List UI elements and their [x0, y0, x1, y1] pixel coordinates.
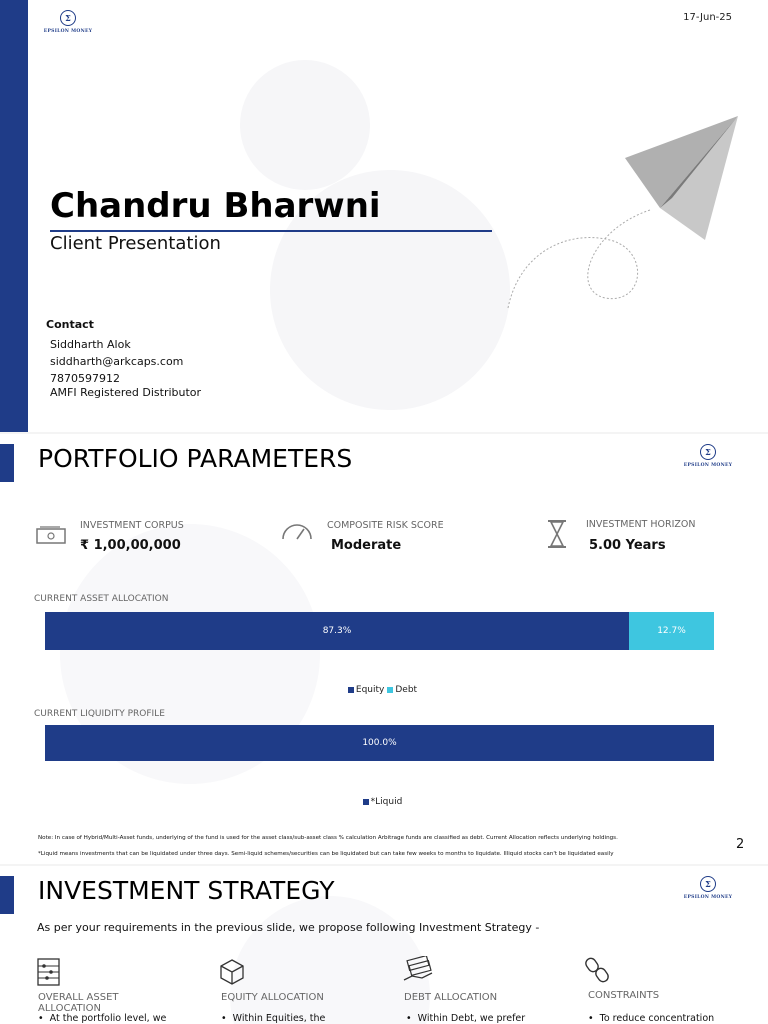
- contact-name: Siddharth Alok: [50, 338, 131, 351]
- metric-value-horizon: 5.00 Years: [589, 538, 666, 553]
- legend-entry: [348, 685, 384, 695]
- watermark-circle: [230, 896, 430, 1024]
- investment-strategy-slide: [0, 866, 768, 1024]
- strategy-title-constraints: CONSTRAINTS: [588, 990, 660, 1001]
- strategy-bullet-asset-allocation: • At the portfolio level, we: [38, 1013, 167, 1024]
- money-hand-icon: [402, 956, 434, 984]
- cash-icon: [36, 522, 68, 546]
- watermark-circle: [240, 60, 370, 190]
- title-accent-bar: [0, 444, 14, 482]
- liquidity-legend: [0, 797, 768, 807]
- gauge-icon: [280, 520, 314, 542]
- metric-label-horizon: INVESTMENT HORIZON: [586, 519, 696, 530]
- presentation-subtitle: Client Presentation: [50, 233, 221, 254]
- metric-label-risk: COMPOSITE RISK SCORE: [327, 520, 444, 531]
- paper-plane-icon: [500, 110, 750, 320]
- legend-entry: [387, 685, 417, 695]
- sigma-icon: Σ: [700, 876, 716, 892]
- bar-data-label: 87.3%: [322, 626, 352, 636]
- strategy-title-equity: EQUITY ALLOCATION: [221, 992, 324, 1003]
- metric-label-corpus: INVESTMENT CORPUS: [80, 520, 184, 531]
- footnote-allocation: Note: In case of Hybrid/Multi-Asset funds, underlying of the fund is used for the asset class/sub-asset class % calculation Arbitrage funds are classified as debt. Current Allocation reflects underlying holdings.: [38, 835, 618, 841]
- chart-title-liquidity: CURRENT LIQUIDITY PROFILE: [34, 709, 165, 719]
- footnote-liquidity: *Liquid means investments that can be liquidated under three days. Semi-liquid schemes/securities can be liquidated but can take few weeks to months to liquidate. Illiquid stocks can't be liquidated easily: [38, 851, 614, 857]
- abacus-icon: [37, 958, 61, 986]
- title-accent-bar: [0, 876, 14, 914]
- bar-segment-equity: [45, 612, 629, 650]
- contact-block: [50, 336, 201, 401]
- legend-swatch: [363, 799, 369, 805]
- title-underline: [50, 230, 492, 232]
- liquidity-bar: [45, 725, 714, 761]
- strategy-bullet-debt: • Within Debt, we prefer: [406, 1013, 526, 1024]
- legend-label: Debt: [395, 685, 418, 695]
- portfolio-parameters-slide: [0, 434, 768, 864]
- strategy-title-debt: DEBT ALLOCATION: [404, 992, 498, 1003]
- strategy-title-asset-allocation: OVERALL ASSET ALLOCATION: [38, 992, 119, 1014]
- asset-allocation-bar: [45, 612, 714, 650]
- legend-swatch: [348, 687, 354, 693]
- asset-allocation-legend: [0, 685, 768, 695]
- contact-phone: 7870597912: [50, 372, 120, 385]
- legend-label: *Liquid: [370, 797, 403, 807]
- strategy-bullet-equity: • Within Equities, the: [221, 1013, 326, 1024]
- bar-data-label: 100.0%: [362, 738, 397, 748]
- box-icon: [219, 958, 245, 986]
- legend-label: Equity: [355, 685, 385, 695]
- legend-entry: [363, 797, 403, 807]
- contact-email[interactable]: siddharth@arkcaps.com: [50, 355, 184, 368]
- chart-title-asset-allocation: CURRENT ASSET ALLOCATION: [34, 594, 169, 604]
- section-title: INVESTMENT STRATEGY: [38, 876, 335, 905]
- bar-data-label: 12.7%: [657, 626, 686, 636]
- company-logo: Σ EPSILON MONEY: [40, 10, 96, 34]
- chain-icon: [585, 956, 611, 984]
- contact-role: AMFI Registered Distributor: [50, 386, 202, 399]
- sidebar-band: [0, 0, 28, 432]
- bar-segment-liquid: [45, 725, 714, 761]
- strategy-intro: As per your requirements in the previous slide, we propose following Investment Strategy -: [37, 921, 540, 934]
- sigma-icon: Σ: [700, 444, 716, 460]
- bar-segment-debt: [629, 612, 714, 650]
- client-name: Chandru Bharwni: [50, 186, 381, 226]
- title-slide: [0, 0, 768, 432]
- sigma-icon: Σ: [60, 10, 76, 26]
- strategy-bullet-constraints: • To reduce concentration: [588, 1013, 715, 1024]
- metric-value-risk: Moderate: [331, 538, 402, 553]
- presentation-date: 17-Jun-25: [683, 12, 732, 23]
- company-logo: Σ EPSILON MONEY: [680, 876, 736, 900]
- page-number: 2: [736, 837, 745, 852]
- metric-value-corpus: ₹ 1,00,00,000: [80, 538, 181, 553]
- legend-swatch: [387, 687, 393, 693]
- company-logo: Σ EPSILON MONEY: [680, 444, 736, 468]
- hourglass-icon: [546, 518, 568, 550]
- section-title: PORTFOLIO PARAMETERS: [38, 444, 353, 473]
- contact-heading: Contact: [46, 318, 94, 331]
